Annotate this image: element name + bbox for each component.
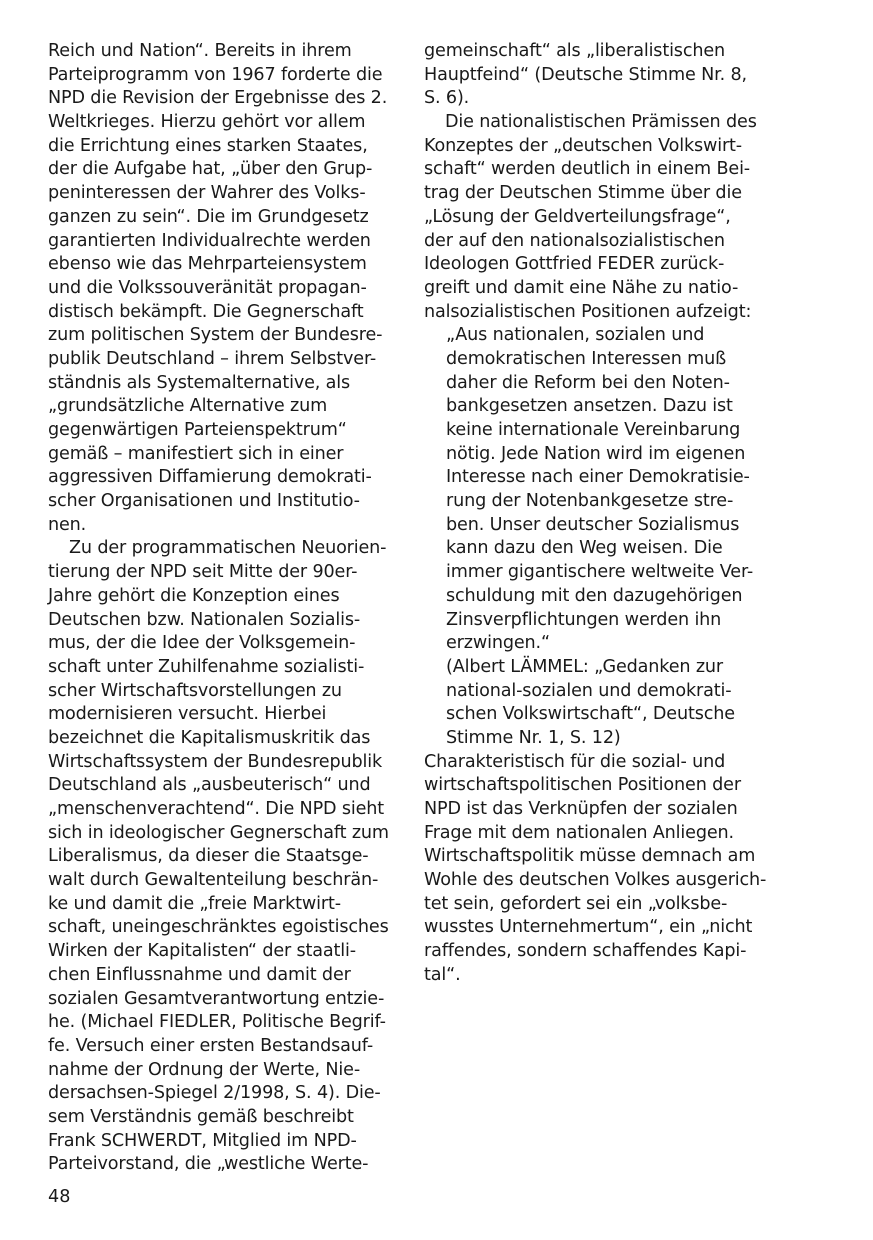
text-line: modernisieren versucht. Hierbei — [48, 704, 327, 725]
quote-source-line: Stimme Nr. 1, S. 12) — [446, 727, 621, 748]
text-line: wusstes Unternehmertum“, ein „nicht — [424, 917, 753, 938]
text-line: ständnis als Systemalternative, als — [48, 372, 351, 393]
text-line: Weltkrieges. Hierzu gehört vor allem — [48, 112, 366, 133]
text-line: publik Deutschland – ihrem Selbstver- — [48, 348, 377, 369]
text-line: gemeinschaft“ als „liberalistischen — [424, 41, 726, 61]
text-line: Wirtschaftspolitik müsse demnach am — [424, 846, 756, 867]
text-line: gemäß – manifestiert sich in einer — [48, 443, 344, 464]
text-line: Parteivorstand, die „westliche Werte- — [48, 1154, 369, 1175]
quote-line: kann dazu den Weg weisen. Die — [446, 538, 723, 559]
text-line: S. 6). — [424, 88, 470, 109]
quote-line: rung der Notenbankgesetze stre- — [446, 491, 734, 512]
text-line: scher Organisationen und Institutio- — [48, 491, 360, 512]
text-line: fe. Versuch einer ersten Bestandsauf- — [48, 1035, 374, 1056]
text-line: greift und damit eine Nähe zu natio- — [424, 277, 739, 298]
text-line: nen. — [48, 514, 87, 535]
text-line: Jahre gehört die Konzeption eines — [48, 585, 340, 606]
text-line: mus, der die Idee der Volksgemein- — [48, 633, 356, 654]
text-line: aggressiven Diffamierung demokrati- — [48, 467, 372, 488]
quote-source-line: schen Volkswirtschaft“, Deutsche — [446, 704, 735, 725]
text-line: Ideologen Gottfried FEDER zurück- — [424, 254, 725, 275]
text-line: walt durch Gewaltenteilung beschrän- — [48, 870, 379, 891]
text-line: bezeichnet die Kapitalismuskritik das — [48, 727, 371, 748]
text-line: tal“. — [424, 964, 461, 985]
text-line: garantierten Individualrechte werden — [48, 230, 371, 251]
text-line: Charakteristisch für die sozial- und — [424, 751, 726, 772]
text-line: nahme der Ordnung der Werte, Nie- — [48, 1059, 361, 1080]
left-column — [48, 40, 393, 1177]
text-line: Wohle des deutschen Volkes ausgerich- — [424, 870, 767, 891]
quote-line: erzwingen.“ — [446, 633, 550, 654]
text-line: trag der Deutschen Stimme über die — [424, 183, 742, 204]
text-line: der die Aufgabe hat, „über den Grup- — [48, 159, 373, 180]
text-line: Parteiprogramm von 1967 forderte die — [48, 64, 383, 85]
text-line: peninteressen der Wahrer des Volks- — [48, 183, 366, 204]
text-line: Liberalismus, da dieser die Staatsge- — [48, 846, 369, 867]
text-line: he. (Michael FIEDLER, Politische Begrif- — [48, 1012, 386, 1033]
text-line: dersachsen-Spiegel 2/1998, S. 4). Die- — [48, 1083, 381, 1104]
text-line: „Lösung der Geldverteilungsfrage“, — [424, 206, 731, 227]
quote-line: bankgesetzen ansetzen. Dazu ist — [446, 396, 733, 417]
text-line: Deutschland als „ausbeuterisch“ und — [48, 775, 371, 796]
text-line: Reich und Nation“. Bereits in ihrem — [48, 41, 352, 61]
quote-line: schuldung mit den dazugehörigen — [446, 585, 743, 606]
right-column — [424, 40, 769, 988]
text-line: Konzeptes der „deutschen Volkswirt- — [424, 135, 743, 156]
quote-line: keine internationale Vereinbarung — [446, 420, 741, 440]
text-line: sozialen Gesamtverantwortung entzie- — [48, 988, 385, 1009]
quote-line: Zinsverpflichtungen werden ihn — [446, 609, 722, 630]
quote-line: daher die Reform bei den Noten- — [446, 372, 730, 393]
quote-line: ben. Unser deutscher Sozialismus — [446, 514, 740, 535]
page-number: 48 — [48, 1187, 71, 1207]
quote-source-line: (Albert LÄMMEL: „Gedanken zur — [446, 656, 723, 677]
text-line: schaft, uneingeschränktes egoistisches — [48, 917, 389, 938]
text-line: Hauptfeind“ (Deutsche Stimme Nr. 8, — [424, 64, 748, 85]
text-line: chen Einflussnahme und damit der — [48, 964, 351, 985]
text-line: raffendes, sondern schaffendes Kapi- — [424, 941, 747, 962]
text-line: Frank SCHWERDT, Mitglied im NPD- — [48, 1130, 357, 1151]
text-line: wirtschaftspolitischen Positionen der — [424, 775, 741, 796]
text-line: ke und damit die „freie Marktwirt- — [48, 893, 341, 914]
quote-line: demokratischen Interessen muß — [446, 348, 727, 369]
text-line: die Errichtung eines starken Staates, — [48, 135, 368, 156]
text-line: Wirken der Kapitalisten“ der staatli- — [48, 941, 356, 962]
paragraph-first-line: Die nationalistischen Prämissen des — [445, 112, 757, 133]
quote-line: Interesse nach einer Demokratisie- — [446, 467, 750, 488]
text-line: „grundsätzliche Alternative zum — [48, 396, 328, 417]
text-line: tierung der NPD seit Mitte der 90er- — [48, 562, 358, 583]
text-line: tet sein, gefordert sei ein „volksbe- — [424, 893, 728, 914]
text-line: „menschenverachtend“. Die NPD sieht — [48, 799, 385, 819]
text-line: zum politischen System der Bundesre- — [48, 325, 383, 346]
text-line: schaft“ werden deutlich in einem Bei- — [424, 159, 750, 180]
text-line: ebenso wie das Mehrparteiensystem — [48, 254, 367, 275]
text-line: nalsozialistischen Positionen aufzeigt: — [424, 301, 752, 322]
text-line: Frage mit dem nationalen Anliegen. — [424, 822, 734, 843]
text-line: NPD ist das Verknüpfen der sozialen — [424, 799, 738, 819]
text-line: schaft unter Zuhilfenahme sozialisti- — [48, 656, 365, 677]
quote-line: nötig. Jede Nation wird im eigenen — [446, 443, 746, 464]
text-line: sem Verständnis gemäß beschreibt — [48, 1106, 354, 1127]
text-line: ganzen zu sein“. Die im Grundgesetz — [48, 206, 369, 227]
text-line: distisch bekämpft. Die Gegnerschaft — [48, 301, 364, 322]
quote-line: „Aus nationalen, sozialen und — [446, 325, 705, 346]
paragraph-first-line: Zu der programmatischen Neuorien- — [69, 538, 387, 559]
text-line: scher Wirtschaftsvorstellungen zu — [48, 680, 342, 701]
text-line: Wirtschaftssystem der Bundesrepublik — [48, 751, 383, 772]
text-line: Deutschen bzw. Nationalen Sozialis- — [48, 609, 361, 630]
text-line: gegenwärtigen Parteienspektrum“ — [48, 420, 347, 440]
text-line: sich in ideologischer Gegnerschaft zum — [48, 822, 389, 843]
text-line: und die Volkssouveränität propagan- — [48, 277, 367, 298]
text-line: der auf den nationalsozialistischen — [424, 230, 725, 251]
quote-line: immer gigantischere weltweite Ver- — [446, 562, 754, 583]
quote-source-line: national-sozialen und demokrati- — [446, 680, 732, 701]
text-line: NPD die Revision der Ergebnisse des 2. — [48, 88, 388, 109]
